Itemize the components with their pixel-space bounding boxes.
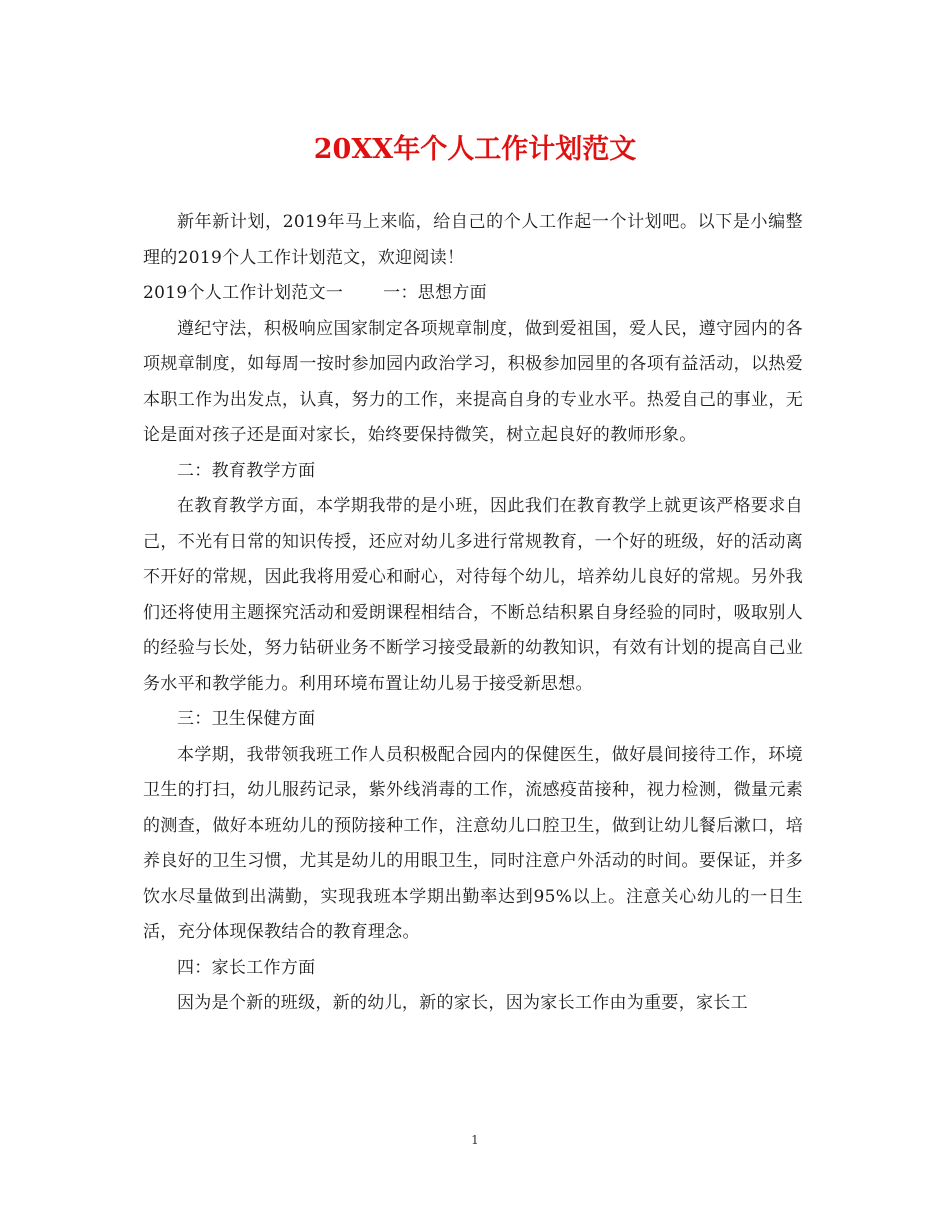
intro-paragraph: 新年新计划，2019年马上来临，给自己的个人工作起一个计划吧。以下是小编整理的2019个人工作计划范文，欢迎阅读！ bbox=[143, 212, 803, 268]
heading-parents: 四：家长工作方面 bbox=[177, 957, 316, 978]
page-title: 20XX年个人工作计划范文 bbox=[313, 134, 637, 165]
paragraph-thought: 遵纪守法，积极响应国家制定各项规章制度，做到爱祖国，爱人民，遵守园内的各项规章制度，如每周一按时参加园内政治学习，积极参加园里的各项有益活动，以热爱本职工作为出发点，认真，努力的工作，来提高自身的专业水平。热爱自己的事业，无论是面对孩子还是面对家长，始终要保持微笑，树立起良好的教师形象。 bbox=[143, 318, 803, 445]
section-one-heading-line bbox=[143, 276, 803, 312]
heading-teaching: 二：教育教学方面 bbox=[177, 460, 316, 481]
paragraph-health: 本学期，我带领我班工作人员积极配合园内的保健医生，做好晨间接待工作，环境卫生的打扫，幼儿服药记录，紫外线消毒的工作，流感疫苗接种，视力检测，微量元素的测查，做好本班幼儿的预防接种工作，注意幼儿口腔卫生，做到让幼儿餐后漱口，培养良好的卫生习惯，尤其是幼儿的用眼卫生，同时注意户外活动的时间。要保证，并多饮水尽量做到出满勤，实现我班本学期出勤率达到95%以上。注意关心幼儿的一日生活，充分体现保教结合的教育理念。 bbox=[143, 744, 803, 942]
paragraph-teaching: 在教育教学方面，本学期我带的是小班，因此我们在教育教学上就更该严格要求自己，不光有日常的知识传授，还应对幼儿多进行常规教育，一个好的班级，好的活动离不开好的常规，因此我将用爱心和耐心，对待每个幼儿，培养幼儿良好的常规。另外我们还将使用主题探究活动和爱朗课程相结合，不断总结积累自身经验的同时，吸取别人的经验与长处，努力钻研业务不断学习接受最新的幼教知识，有效有计划的提高自己业务水平和教学能力。利用环境布置让幼儿易于接受新思想。 bbox=[143, 496, 803, 694]
section-one-heading: 一：思想方面 bbox=[383, 283, 487, 303]
section-one-label: 2019个人工作计划范文一 bbox=[143, 283, 344, 303]
document-body bbox=[143, 205, 803, 1022]
heading-health: 三：卫生保健方面 bbox=[177, 709, 316, 729]
page-number: 1 bbox=[471, 1133, 479, 1147]
paragraph-parents: 因为是个新的班级，新的幼儿，新的家长，因为家长工作由为重要，家长工 bbox=[177, 993, 748, 1013]
